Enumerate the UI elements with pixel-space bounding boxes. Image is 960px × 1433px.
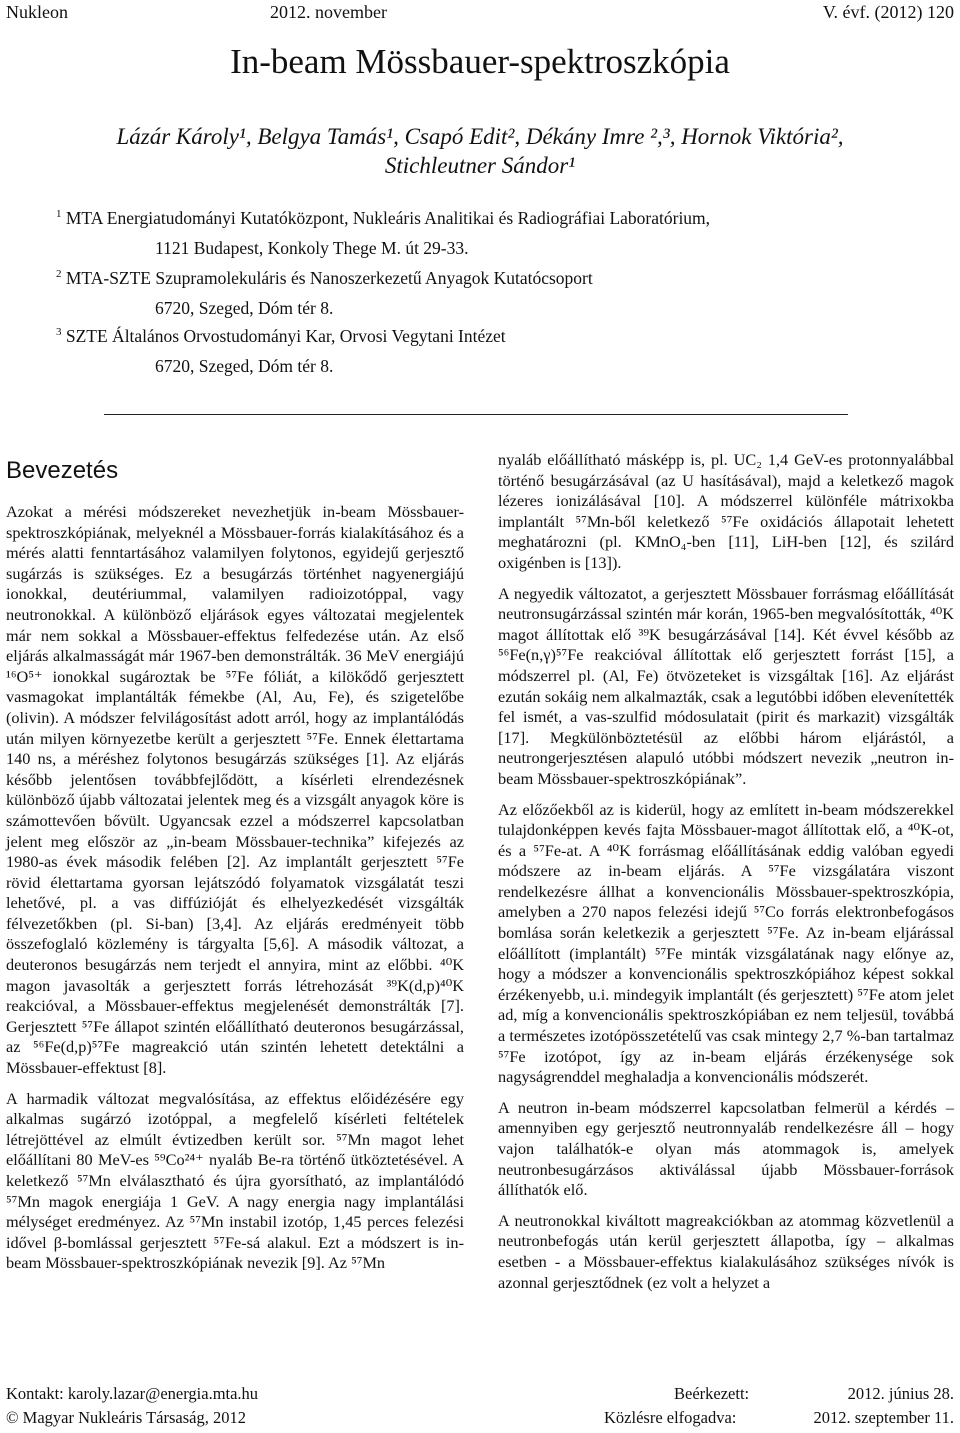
received-date: 2012. június 28. bbox=[847, 1384, 954, 1403]
received-label: Beérkezett: bbox=[674, 1384, 750, 1403]
article-title: In-beam Mössbauer-spektroszkópia bbox=[230, 42, 730, 81]
journal-name: Nukleon bbox=[6, 2, 68, 22]
title-separator bbox=[104, 414, 848, 415]
accepted-date: 2012. szeptember 11. bbox=[813, 1408, 954, 1427]
accepted-label: Közlésre elfogadva: bbox=[604, 1408, 737, 1427]
paragraph: A harmadik változat megvalósítása, az effektus előidézésére egy alkalmas sugárzó izotóppal, a megfelelő kísérleti feltételek létrejöttével az elmúlt évtizedben került sor. ⁵⁷Mn magot lehet előállítani 80 MeV-es ⁵⁹Co²⁴⁺ nyaláb Be-ra történő ütköztetésével. A keletkező ⁵⁷Mn elválasztható és újra gyorsítható, az implantálódó ⁵⁷Mn magok energiája 1 GeV. A nagy energia nagy implantálási mélységet eredményez. Az ⁵⁷Mn instabil izotóp, 1,45 perces felezési idővel β-bomlással gerjesztett ⁵⁷Fe-sá alakul. Ezt a módszert is in-beam Mössbauer-spektroszkópiának nevezik [9]. Az ⁵⁷Mn bbox=[6, 1088, 464, 1273]
footer-row-1 bbox=[6, 1384, 954, 1406]
footer-row-2 bbox=[6, 1408, 954, 1430]
author-line-1: Lázár Károly¹, Belgya Tamás¹, Csapó Edit², Dékány Imre ²,³, Hornok Viktória², bbox=[116, 124, 844, 149]
paragraph: A neutronokkal kiváltott magreakciókban az atommag közvetlenül a neutronbefogás után kerül gerjesztett állapotba, így – alkalmas esetben - a Mössbauer-effektus kialakulásához szükséges nívók is azonnal gerjesztődnek (ez volt a helyzet a bbox=[498, 1210, 954, 1292]
running-header bbox=[6, 2, 954, 24]
paragraph: Azokat a mérési módszereket nevezhetjük in-beam Mössbauer-spektroszkópiának, melyeknél a Mössbauer-forrás kialakításához és a mérés alatti fenntartásához valamilyen folytonos, egyidejű gerjesztő sugárzás is szükséges. Ez a besugárzás történhet nagyenergiájú ionokkal, deutériummal, valamilyen radioizotóppal, vagy neutronokkal. A különböző eljárások egyes változatai megjelentek már nem sokkal a Mössbauer-effektus felfedezése után. Az első eljárás alkalmasságát már 1967-ben demonstrálták. 36 MeV energiájú ¹⁶O⁵⁺ ionokkal sugároztak be ⁵⁷Fe fóliát, a kilökődő gerjesztett vasmagokat implantálták fémekbe (Al, Au, Fe), és szigetelőbe (olivin). A módszer felvilágosítást adott arról, hogy az implantálódás után milyen környezetbe került a gerjesztett ⁵⁷Fe. Ennek élettartama 140 ns, a méréshez folytonos besugárzás szükséges [1]. Az eljárás később jelentősen továbbfejlődött, a kísérleti elrendezésnek különböző újabb változatai jelentek meg és a vizsgált anyagok köre is számottevően bővült. Ugyancsak ezzel a módszerrel kapcsolatban jelent meg először az „in-beam Mössbauer-technika” kifejezés az 1980-as évek második felében [2]. Az implantált gerjesztett ⁵⁷Fe rövid élettartama gyorsan lejátszódó folyamatok vizsgálatát teszi lehetővé, pl. a vas diffúzióját és elhelyezkedését vizsgálták félvezetőkben (pl. Si-ban) [3,4]. Az eljárás eredményeit több összefoglaló közlemény is tárgyalta [5,6]. A második változat, a deuteronos besugárzás nem terjedt el annyira, mint az előbbi. ⁴⁰K magon javasolták a gerjesztett forrás létrehozását ³⁹K(d,p)⁴⁰K reakcióval, a Mössbauer-effektus megjelenését demonstrálták [7]. Gerjesztett ⁵⁷Fe állapot szintén előállítható deuteronos besugárzással, az ⁵⁶Fe(d,p)⁵⁷Fe magreakció után szintén lehetett detektálni a Mössbauer-effektust [8]. bbox=[6, 502, 464, 1078]
paragraph: A negyedik változatot, a gerjesztett Mössbauer forrásmag előállítását neutronsugárzással szintén már korán, 1965-ben megvalósították, ⁴⁰K magot állítottak elő ³⁹K besugárzásával [14]. Két évvel később az ⁵⁶Fe(n,γ)⁵⁷Fe reakcióval állítottak elő gerjesztett forrást [15], a módszerrel pl. (Al, Fe) ötvözeteket is vizsgáltak [16]. Az eljárást ezután sokáig nem alkalmazták, csak a legutóbbi időben elevenítették fel ismét, a vas-szulfid módosulatait (pirit és markazit) vizsgálták [17]. Megkülönböztetésül az előbbi három eljárástól, a neutrongerjesztésen alapuló utóbbi módszert nevezik „neutron in-beam Mössbauer-spektroszkópiának”. bbox=[498, 583, 954, 788]
affiliation-2: $^2$ MTA-SZTE Szupramolekuláris és Nanoszerkezetű Anyagok Kutatócsoport 6720, Szeged, Dóm tér 8. bbox=[56, 268, 593, 318]
paragraph: Az előzőekből az is kiderül, hogy az említett in-beam módszerekkel tulajdonképpen kevés fajta Mössbauer-magot állítottak elő, a ⁴⁰K-ot, és a ⁵⁷Fe-at. A ⁴⁰K forrásmag előállításának eddig valóban egyedi módszere az in-beam eljárás. A ⁵⁷Fe vizsgálatára viszont rendelkezésre állhat a konvencionális Mössbauer-spektroszkópia, amelyben a 270 napos felezési idejű ⁵⁷Co forrás elektronbefogásos bomlása során keletkezik a gerjesztett ⁵⁷Fe. Az in-beam eljárással előállított (implantált) ⁵⁷Fe minták vizsgálatának nagy előnye az, hogy a módszer a konvencionális spektroszkópiához képest sokkal érzékenyebb, u.i. mindegyik implantált (és gerjesztett) ⁵⁷Fe atom jelet ad, míg a konvencionális spektroszkópiában ez nem teljesül, továbbá a természetes izotópösszetételű vas csak mintegy 2,7 %-ban tartalmaz ⁵⁷Fe izotópot, így az in-beam eljárás érzékenysége sok nagyságrenddel meghaladja a konvencionális módszerét. bbox=[498, 799, 954, 1087]
paragraph: A neutron in-beam módszerrel kapcsolatban felmerül a kérdés – amennyiben egy gerjesztő neutronnyaláb rendelkezésre áll – hogy vajon találhatók-e olyan más atommagok is, amelyek neutronbesugárzásos aktiválással újabb Mössbauer-források állíthatók elő. bbox=[498, 1097, 954, 1200]
copyright: © Magyar Nukleáris Társaság, 2012 bbox=[6, 1408, 246, 1427]
paragraph: nyaláb előállítható másképp is, pl. UC₂ 1,4 GeV-es protonnyalábbal történő besugárzásával (az U hasításával), majd a keletkező magok lézeres ionizálásával [10]. A módszerrel különféle mátrixokba implantált ⁵⁷Mn-ből keletkező ⁵⁷Fe oxidációs állapotait lehetett meghatározni (pl. KMnO₄-ben [11], LiH-ben [12], és szilárd oxigénben is [13]). bbox=[498, 450, 954, 572]
contact-email[interactable]: Kontakt: karoly.lazar@energia.mta.hu bbox=[6, 1384, 259, 1403]
affiliation-3: $^3$ SZTE Általános Orvostudományi Kar, Orvosi Vegytani Intézet 6720, Szeged, Dóm tér 8. bbox=[56, 326, 506, 376]
issue-date: 2012. november bbox=[270, 2, 387, 22]
left-column bbox=[6, 450, 464, 1284]
affiliation-1: $^1$ MTA Energiatudományi Kutatóközpont, Nukleáris Analitikai és Radiográfiai Laboratórium, 1121 Budapest, Konkoly Thege M. út 29-33. bbox=[56, 208, 711, 258]
section-heading: Bevezetés bbox=[6, 457, 119, 484]
author-list bbox=[0, 122, 960, 180]
volume-page: V. évf. (2012) 120 bbox=[822, 2, 954, 22]
author-line-2: Stichleutner Sándor¹ bbox=[384, 153, 576, 178]
right-column bbox=[498, 450, 954, 1303]
